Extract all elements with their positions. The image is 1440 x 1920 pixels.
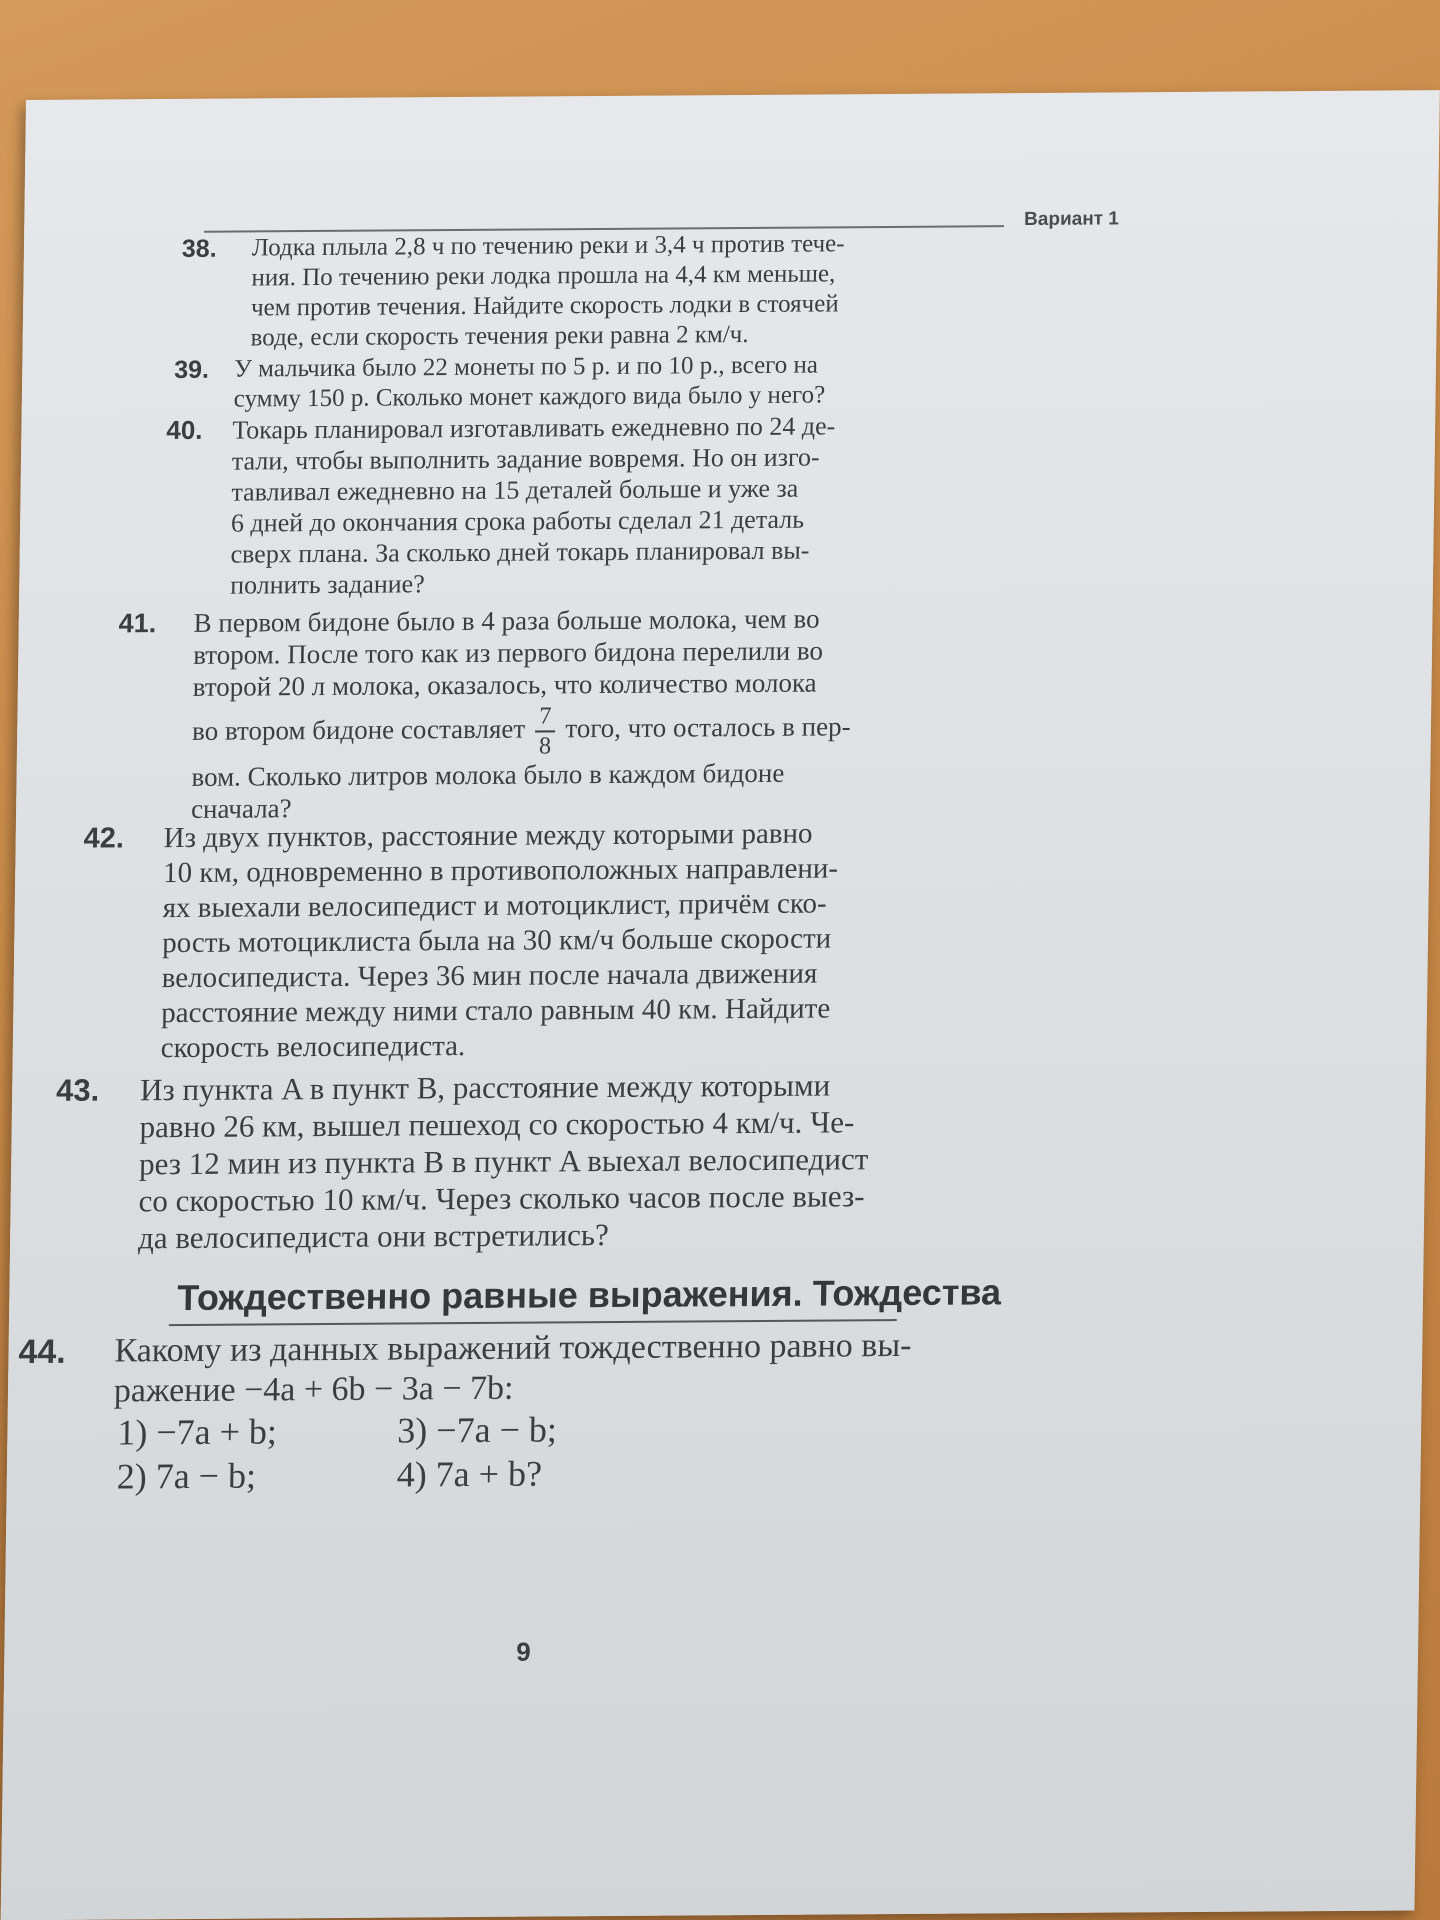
answer-option-1: 1) −7a + b; bbox=[117, 1411, 278, 1453]
problem-number: 38. bbox=[181, 234, 217, 263]
section-heading: Тождественно равные выражения. Тождества bbox=[176, 1271, 1002, 1319]
answer-option-4: 4) 7a + b? bbox=[396, 1453, 543, 1495]
problem-text-line: Какому из данных выражений тождественно равно вы- bbox=[114, 1326, 912, 1370]
problem-text-line: Лодка плыла 2,8 ч по течению реки и 3,4 ч против тече- bbox=[251, 230, 845, 262]
problem-text-line: полнить задание? bbox=[229, 569, 425, 600]
problem-text-line: велосипедиста. Через 36 мин после начала движения bbox=[161, 957, 818, 995]
fraction-trail-text: того, что осталось в пер- bbox=[565, 711, 851, 744]
problem-text-line: Из пункта A в пункт B, расстояние между которыми bbox=[139, 1067, 831, 1108]
problem-text-line: ражение −4a + 6b − 3a − 7b: bbox=[113, 1369, 514, 1410]
problem-text-line: 10 км, одновременно в противоположных направлени- bbox=[162, 852, 839, 890]
fraction-lead-text: во втором бидоне составляет bbox=[191, 713, 526, 746]
problem-number: 44. bbox=[18, 1332, 67, 1372]
fraction-seven-eighths bbox=[535, 701, 556, 760]
problem-text-line: рость мотоциклиста была на 30 км/ч больше скорости bbox=[161, 922, 832, 960]
problem-text-line: В первом бидоне было в 4 раза больше молока, чем во bbox=[193, 603, 820, 638]
problem-text-line: да велосипедиста они встретились? bbox=[137, 1217, 610, 1256]
problem-text-line: У мальчика было 22 монеты по 5 р. и по 10 р., всего на bbox=[234, 351, 819, 383]
fraction-numerator: 7 bbox=[535, 704, 556, 732]
textbook-page bbox=[1, 90, 1440, 1920]
problem-text-line: ях выехали велосипедист и мотоциклист, причём ско- bbox=[162, 887, 827, 925]
problem-number: 41. bbox=[118, 608, 157, 639]
problem-text-line: ния. По течению реки лодка прошла на 4,4 км меньше, bbox=[251, 260, 836, 292]
problem-text-line: втором. После того как из первого бидона перелили во bbox=[193, 635, 824, 670]
problem-text-line: тали, чтобы выполнить задание вовремя. Но он изго- bbox=[231, 442, 820, 476]
problem-number: 40. bbox=[166, 414, 203, 446]
variant-label: Вариант 1 bbox=[1023, 208, 1120, 231]
problem-text-line: воде, если скорость течения реки равна 2 км/ч. bbox=[250, 320, 749, 352]
page-number: 9 bbox=[516, 1636, 531, 1667]
problem-number: 42. bbox=[83, 822, 125, 855]
problem-text-line: Токарь планировал изготавливать ежедневно по 24 де- bbox=[232, 411, 836, 445]
problem-text-line: со скоростью 10 км/ч. Через сколько часов после выез- bbox=[138, 1178, 865, 1219]
problem-text-line: сначала? bbox=[190, 793, 292, 825]
problem-text-line: равно 26 км, вышел пешеход со скоростью 4 км/ч. Че- bbox=[139, 1104, 855, 1145]
problem-text-line-with-fraction bbox=[192, 698, 851, 761]
problem-number: 43. bbox=[55, 1072, 100, 1108]
problem-text-line: 6 дней до окончания срока работы сделал 21 деталь bbox=[230, 504, 805, 538]
problem-text-line: чем против течения. Найдите скорость лодки в стоячей bbox=[250, 290, 839, 322]
problem-text-line: Из двух пунктов, расстояние между которыми равно bbox=[163, 817, 813, 855]
fraction-denominator: 8 bbox=[538, 732, 552, 760]
problem-text-line: сверх плана. За сколько дней токарь планировал вы- bbox=[230, 535, 810, 569]
answer-option-3: 3) −7a − b; bbox=[397, 1409, 558, 1451]
problem-text-line: скорость велосипедиста. bbox=[160, 1030, 466, 1065]
section-underline bbox=[169, 1319, 897, 1326]
problem-text-line: тавливал ежедневно на 15 деталей больше и уже за bbox=[231, 473, 799, 507]
problem-text-line: рез 12 мин из пункта B в пункт A выехал велосипедист bbox=[138, 1141, 869, 1182]
problem-text-line: второй 20 л молока, оказалось, что количество молока bbox=[192, 667, 817, 702]
problem-text-line: расстояние между ними стало равным 40 км. Найдите bbox=[161, 992, 831, 1030]
answer-option-2: 2) 7a − b; bbox=[116, 1455, 257, 1497]
problem-text-line: сумму 150 р. Сколько монет каждого вида было у него? bbox=[233, 381, 826, 413]
problem-number: 39. bbox=[174, 355, 210, 384]
problem-text-line: вом. Сколько литров молока было в каждом бидоне bbox=[191, 757, 785, 793]
